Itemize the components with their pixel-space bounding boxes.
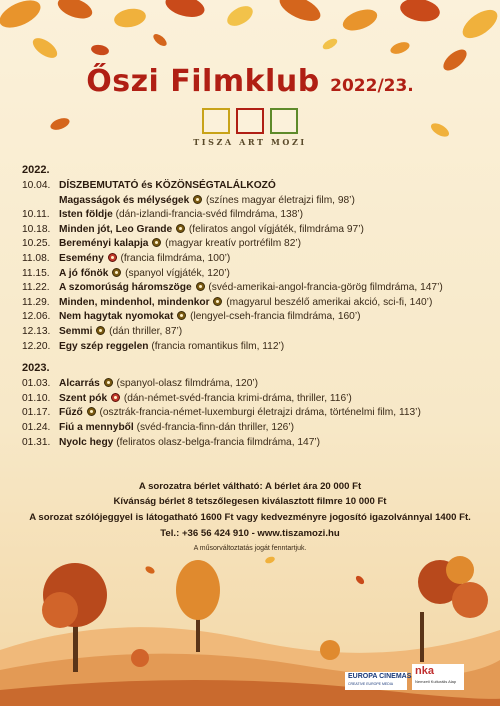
year-2023-label: 2023. <box>22 362 50 375</box>
film-row <box>22 325 484 340</box>
film-details: (magyar kreatív portréfilm 82’) <box>165 238 302 250</box>
film-row <box>22 179 484 194</box>
film-title: Minden, mindenhol, mindenkor <box>59 296 210 308</box>
nka-logo <box>412 664 464 690</box>
logo-caption: TISZA ART MOZI <box>193 137 307 147</box>
nka-sub: Nemzeti Kulturális Alap <box>415 679 457 684</box>
art-cinema-badge-icon <box>111 393 120 402</box>
film-title: Nem hagytak nyomokat <box>59 311 174 323</box>
logo-box-green <box>270 108 298 134</box>
europa-cinemas-name: EUROPA CINEMAS <box>348 673 412 680</box>
film-row <box>22 252 484 267</box>
film-details: (osztrák-francia-német-luxemburgi életrajzi dráma, történelmi film, 113’) <box>99 407 421 419</box>
film-title: Szent pók <box>59 392 108 404</box>
film-date: 01.17. <box>22 407 51 419</box>
art-cinema-badge-icon <box>112 268 121 277</box>
film-details: (dán-izlandi-francia-svéd filmdráma, 138’) <box>115 209 304 221</box>
film-date: 11.22. <box>22 282 50 294</box>
film-row <box>22 237 484 252</box>
nka-name: nka <box>415 665 434 677</box>
film-details: (dán-német-svéd-francia krimi-dráma, thriller, 116’) <box>123 392 352 404</box>
film-list-2023 <box>22 377 484 450</box>
art-cinema-badge-icon <box>108 253 117 262</box>
film-row <box>22 392 484 407</box>
film-title: Egy szép reggelen <box>59 340 149 352</box>
film-title: Nyolc hegy <box>59 436 114 448</box>
film-details: (spanyol vígjáték, 120’) <box>125 267 230 279</box>
film-row <box>22 377 484 392</box>
film-schedule <box>22 164 484 450</box>
film-title: Minden jót, Leo Grande <box>59 223 173 235</box>
title-main: Őszi Filmklub <box>86 64 320 99</box>
film-details: (színes magyar életrajzi film, 98’) <box>205 194 355 206</box>
film-details: (svéd-francia-finn-dán thriller, 126’) <box>136 421 294 433</box>
film-title: Bereményi kalapja <box>59 238 149 250</box>
art-cinema-badge-icon <box>213 297 222 306</box>
film-details: (svéd-amerikai-angol-francia-görög filmdráma, 147’) <box>208 282 443 294</box>
art-cinema-badge-icon <box>177 311 186 320</box>
film-details: (spanyol-olasz filmdráma, 120’) <box>116 378 259 390</box>
film-details: (magyarul beszélő amerikai akció, sci-fi, 140’) <box>226 296 433 308</box>
year-2022-label: 2022. <box>22 164 50 176</box>
film-row <box>22 436 484 451</box>
film-details: (lengyel-cseh-francia filmdráma, 160’) <box>190 311 361 323</box>
film-title: Alcarrás <box>59 378 100 390</box>
film-row <box>22 223 484 238</box>
film-date <box>22 194 59 209</box>
europa-cinemas-logo <box>345 672 412 690</box>
film-row <box>22 296 484 311</box>
art-cinema-badge-icon <box>104 378 113 387</box>
film-date: 10.25. <box>22 238 51 250</box>
film-row <box>22 208 484 223</box>
pass-price-line: A sorozatra bérlet váltható: A bérlet ára 20 000 Ft <box>138 481 362 492</box>
art-cinema-badge-icon <box>196 282 205 291</box>
film-title: Semmi <box>59 325 93 337</box>
film-details: (feliratos angol vígjáték, filmdráma 97’) <box>188 223 364 235</box>
film-title: Isten földje <box>59 209 113 221</box>
film-details: (feliratos olasz-belga-francia filmdráma, 147’) <box>116 436 321 448</box>
film-date: 11.15. <box>22 267 50 279</box>
film-title: Esemény <box>59 252 104 264</box>
film-title: A jó főnök <box>59 267 109 279</box>
film-list-2022 <box>22 179 484 354</box>
single-ticket-line: A sorozat szólójeggyel is látogatható 1600 Ft vagy kedvezményre jogosító igazolvánnyal 1400 Ft. <box>29 512 471 523</box>
film-details: (francia romantikus film, 112’) <box>151 340 285 352</box>
film-row <box>22 281 484 296</box>
art-cinema-badge-icon <box>87 407 96 416</box>
art-cinema-badge-icon <box>193 195 202 204</box>
art-cinema-badge-icon <box>96 326 105 335</box>
film-row <box>22 421 484 436</box>
film-date: 01.24. <box>22 421 51 433</box>
art-cinema-badge-icon <box>176 224 185 233</box>
film-details: (francia filmdráma, 100’) <box>120 252 231 264</box>
film-row <box>22 340 484 355</box>
film-date: 12.20. <box>22 340 51 352</box>
poster-title <box>0 64 500 99</box>
europa-cinemas-sub: CREATIVE EUROPE MEDIA <box>348 682 394 686</box>
art-cinema-badge-icon <box>152 238 161 247</box>
wish-pass-line: Kívánság bérlet 8 tetszőlegesen kiválasztott filmre 10 000 Ft <box>113 496 387 507</box>
logo-box-yellow <box>202 108 230 134</box>
film-title: Fiú a mennyből <box>59 421 134 433</box>
film-details: (dán thriller, 87’) <box>109 325 183 337</box>
film-title: Magasságok és mélységek <box>59 194 190 206</box>
logo-box-red <box>236 108 264 134</box>
change-notice: A műsorváltoztatás jogát fenntartjuk. <box>193 545 307 552</box>
film-date: 12.06. <box>22 311 51 323</box>
film-row <box>22 267 484 282</box>
cinema-logo <box>186 108 314 156</box>
title-season: 2022/23. <box>330 76 414 96</box>
film-date: 01.31. <box>22 436 51 448</box>
contact-line: Tel.: +36 56 424 910 - www.tiszamozi.hu <box>160 528 340 539</box>
film-date: 10.18. <box>22 223 51 235</box>
film-date: 12.13. <box>22 325 51 337</box>
film-row <box>22 406 484 421</box>
film-title: DÍSZBEMUTATÓ és KÖZÖNSÉGTALÁLKOZÓ <box>59 180 276 191</box>
film-row <box>22 310 484 325</box>
film-title: A szomorúság háromszöge <box>59 282 192 294</box>
film-date: 10.04. <box>22 180 51 191</box>
film-row <box>22 194 484 209</box>
film-date: 01.10. <box>22 392 51 404</box>
film-title: Fűző <box>59 407 83 419</box>
film-date: 11.08. <box>22 252 50 264</box>
film-date: 10.11. <box>22 209 50 221</box>
film-date: 01.03. <box>22 378 51 390</box>
film-date: 11.29. <box>22 296 50 308</box>
